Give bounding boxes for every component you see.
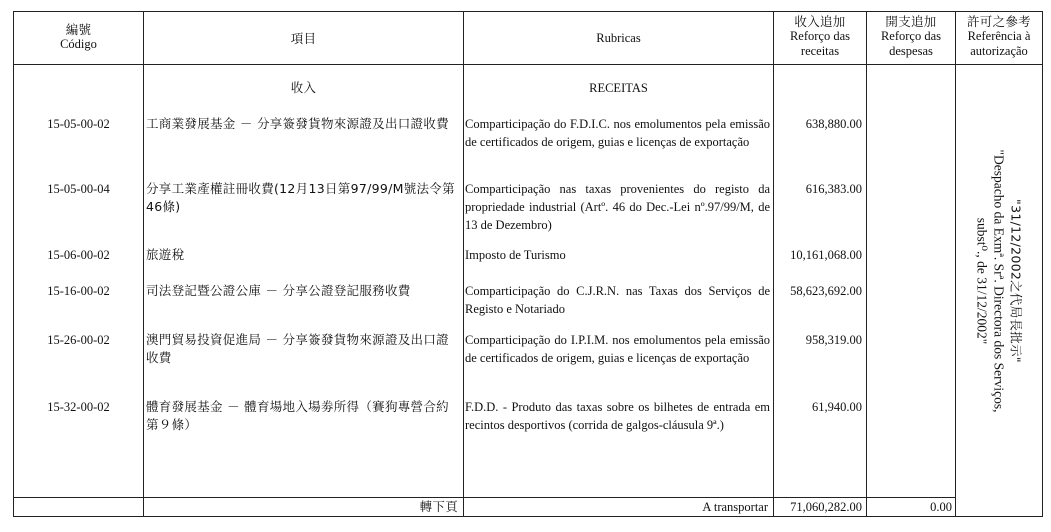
row-item-zh: 澳門貿易投資促進局 － 分享簽發貨物來源證及出口證收費 bbox=[146, 332, 449, 365]
authorization-line-pt-2: subst⁰., de 31/12/2002" bbox=[974, 217, 990, 345]
col-divider bbox=[955, 11, 956, 517]
authorization-line-pt: "Despacho da Exmª. Srª. Directora dos Serviços, bbox=[991, 149, 1007, 413]
row-item-zh: 體育發展基金 － 體育場地入場劵所得（賽狗專營合約第９條） bbox=[146, 399, 449, 432]
row-amount: 958,319.00 bbox=[805, 333, 862, 347]
footer-revenue-total: 71,060,282.00 bbox=[790, 500, 862, 514]
header-expense-pt: Reforço das despesas bbox=[880, 29, 942, 58]
row-rubric-pt: Comparticipação do C.J.R.N. nas Taxas dos Serviços de Registo e Notariado bbox=[465, 284, 770, 316]
row-item-zh: 分享工業產權註冊收費(12月13日第97/99/M號法令第46條) bbox=[146, 181, 455, 214]
footer-carry-zh: 轉下頁 bbox=[419, 499, 458, 514]
row-code: 15-05-00-04 bbox=[47, 182, 110, 196]
header-revenue-pt: Reforço das receitas bbox=[789, 29, 851, 58]
header-divider bbox=[13, 64, 1043, 65]
row-code: 15-06-00-02 bbox=[47, 248, 110, 262]
header-expense-zh: 開支追加 bbox=[885, 14, 937, 29]
header-code-pt: Código bbox=[60, 37, 97, 51]
authorization-line-zh: "31/12/2002之代局長批示" bbox=[1008, 199, 1024, 363]
col-divider bbox=[773, 11, 774, 517]
row-item-zh: 司法登記暨公證公庫 － 分享公證登記服務收費 bbox=[146, 283, 411, 298]
row-item-zh: 工商業發展基金 － 分享簽發貨物來源證及出口證收費 bbox=[146, 116, 449, 131]
header-ref-pt: Referência à autorização bbox=[967, 29, 1031, 58]
header-code bbox=[14, 22, 143, 52]
row-item-zh: 旅遊稅 bbox=[146, 247, 185, 262]
authorization-reference bbox=[959, 66, 1039, 496]
authorization-text bbox=[974, 131, 1025, 431]
row-amount: 638,880.00 bbox=[805, 117, 862, 131]
header-rubric: Rubricas bbox=[596, 31, 641, 45]
row-amount: 61,940.00 bbox=[812, 400, 862, 414]
row-code: 15-26-00-02 bbox=[47, 333, 110, 347]
row-rubric-pt: Comparticipação nas taxas provenientes do registo da propriedade industrial (Artº. 46 do Dec.-Lei nº.97/99/M, de 13 de Dezembro) bbox=[465, 182, 770, 232]
row-rubric-pt: Comparticipação do I.P.I.M. nos emolumentos pela emissão de certificados de origem, guias e licenças de exportação bbox=[465, 333, 770, 365]
row-rubric-pt: Comparticipação do F.D.I.C. nos emolumentos pela emissão de certificados de origem, guias e licenças de exportação bbox=[465, 117, 770, 149]
row-amount: 616,383.00 bbox=[805, 182, 862, 196]
row-rubric-pt: F.D.D. - Produto das taxas sobre os bilhetes de entrada em recintos desportivos (corrida de galgos-cláusula 9ª.) bbox=[465, 400, 770, 432]
row-code: 15-32-00-02 bbox=[47, 400, 110, 414]
footer-expense-total: 0.00 bbox=[930, 500, 952, 514]
footer-carry-pt: A transportar bbox=[702, 500, 768, 514]
row-amount: 10,161,068.00 bbox=[790, 248, 862, 262]
row-code: 15-05-00-02 bbox=[47, 117, 110, 131]
header-reference bbox=[957, 14, 1041, 59]
header-ref-zh: 許可之參考 bbox=[966, 14, 1031, 29]
header-item: 項目 bbox=[290, 31, 317, 46]
header-revenue bbox=[776, 14, 864, 59]
row-rubric-pt: Imposto de Turismo bbox=[465, 248, 566, 262]
col-divider bbox=[866, 11, 867, 517]
row-code: 15-16-00-02 bbox=[47, 284, 110, 298]
section-title-pt: RECEITAS bbox=[589, 81, 648, 95]
section-title-zh: 收入 bbox=[290, 80, 317, 95]
header-revenue-zh: 收入追加 bbox=[794, 14, 846, 29]
header-expense bbox=[868, 14, 954, 59]
row-amount: 58,623,692.00 bbox=[790, 284, 862, 298]
header-code-zh: 編號 bbox=[65, 22, 92, 37]
